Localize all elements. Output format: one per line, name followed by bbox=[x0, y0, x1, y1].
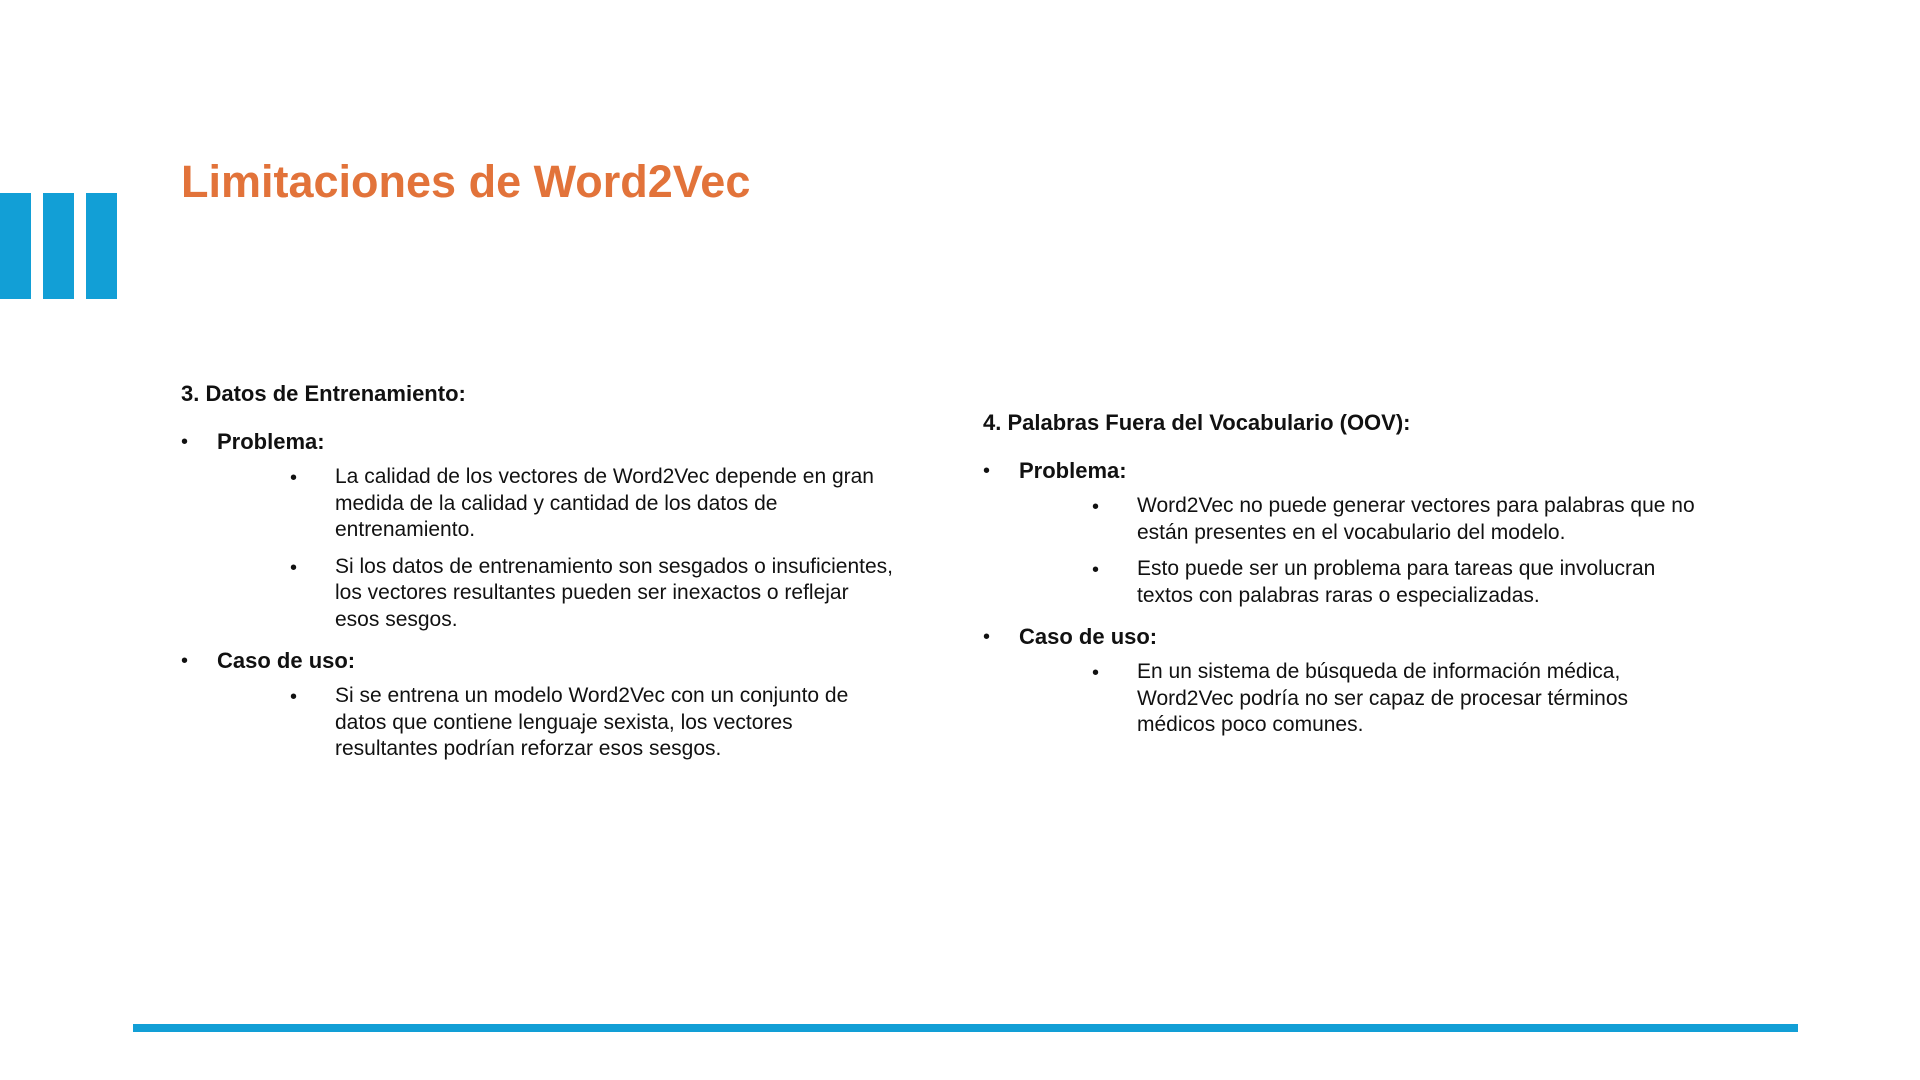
usecase-label: Caso de uso: bbox=[217, 648, 356, 673]
section-heading: 3. Datos de Entrenamiento: bbox=[181, 381, 466, 406]
list-item bbox=[181, 428, 901, 633]
right-column bbox=[983, 409, 1703, 753]
bottom-divider bbox=[133, 1024, 1798, 1032]
list-item bbox=[290, 464, 901, 544]
usecase-list bbox=[1019, 659, 1703, 739]
bullet: • bbox=[1092, 496, 1100, 518]
bullet: • bbox=[1092, 559, 1100, 581]
list-item bbox=[1092, 556, 1703, 609]
list-item-text: La calidad de los vectores de Word2Vec depende en gran medida de la calidad y cantidad de los datos de entrenamiento. bbox=[335, 465, 874, 541]
decorative-bar bbox=[43, 193, 74, 299]
bullet: • bbox=[181, 431, 189, 453]
left-column bbox=[181, 380, 901, 777]
bullet: • bbox=[290, 556, 298, 579]
list-item bbox=[181, 647, 901, 763]
left-top-list bbox=[181, 428, 901, 763]
list-item bbox=[983, 457, 1703, 609]
bullet: • bbox=[983, 460, 991, 482]
section-heading: 4. Palabras Fuera del Vocabulario (OOV): bbox=[983, 410, 1411, 435]
problem-list bbox=[1019, 493, 1703, 609]
list-item-text: En un sistema de búsqueda de información médica, Word2Vec podría no ser capaz de procesar términos médicos poco comunes. bbox=[1137, 660, 1629, 736]
decorative-bar bbox=[0, 193, 31, 299]
list-item-text: Si se entrena un modelo Word2Vec con un conjunto de datos que contiene lenguaje sexista, los vectores resultantes podrían reforzar esos sesgos. bbox=[335, 684, 849, 760]
list-item-text: Si los datos de entrenamiento son sesgados o insuficientes, los vectores resultantes pueden ser inexactos o reflejar esos sesgos. bbox=[335, 554, 894, 631]
usecase-label: Caso de uso: bbox=[1019, 624, 1158, 649]
list-item-text: Esto puede ser un problema para tareas que involucran textos con palabras raras o especializadas. bbox=[1137, 557, 1656, 607]
bullet: • bbox=[983, 626, 991, 648]
usecase-list bbox=[217, 683, 901, 763]
list-item bbox=[290, 554, 901, 634]
slide-title: Limitaciones de Word2Vec bbox=[181, 156, 751, 207]
bullet: • bbox=[1092, 662, 1100, 684]
problem-list bbox=[217, 464, 901, 633]
decorative-bar bbox=[86, 193, 117, 299]
bullet: • bbox=[290, 467, 298, 489]
right-top-list bbox=[983, 457, 1703, 739]
list-item bbox=[1092, 659, 1703, 739]
bullet: • bbox=[181, 650, 189, 672]
problem-label: Problema: bbox=[1019, 458, 1127, 483]
list-item bbox=[1092, 493, 1703, 546]
problem-label: Problema: bbox=[217, 429, 325, 454]
bullet: • bbox=[290, 686, 298, 708]
list-item-text: Word2Vec no puede generar vectores para palabras que no están presentes en el vocabulario del modelo. bbox=[1137, 494, 1695, 544]
list-item bbox=[983, 623, 1703, 739]
decorative-bars bbox=[0, 193, 117, 299]
list-item bbox=[290, 683, 901, 763]
